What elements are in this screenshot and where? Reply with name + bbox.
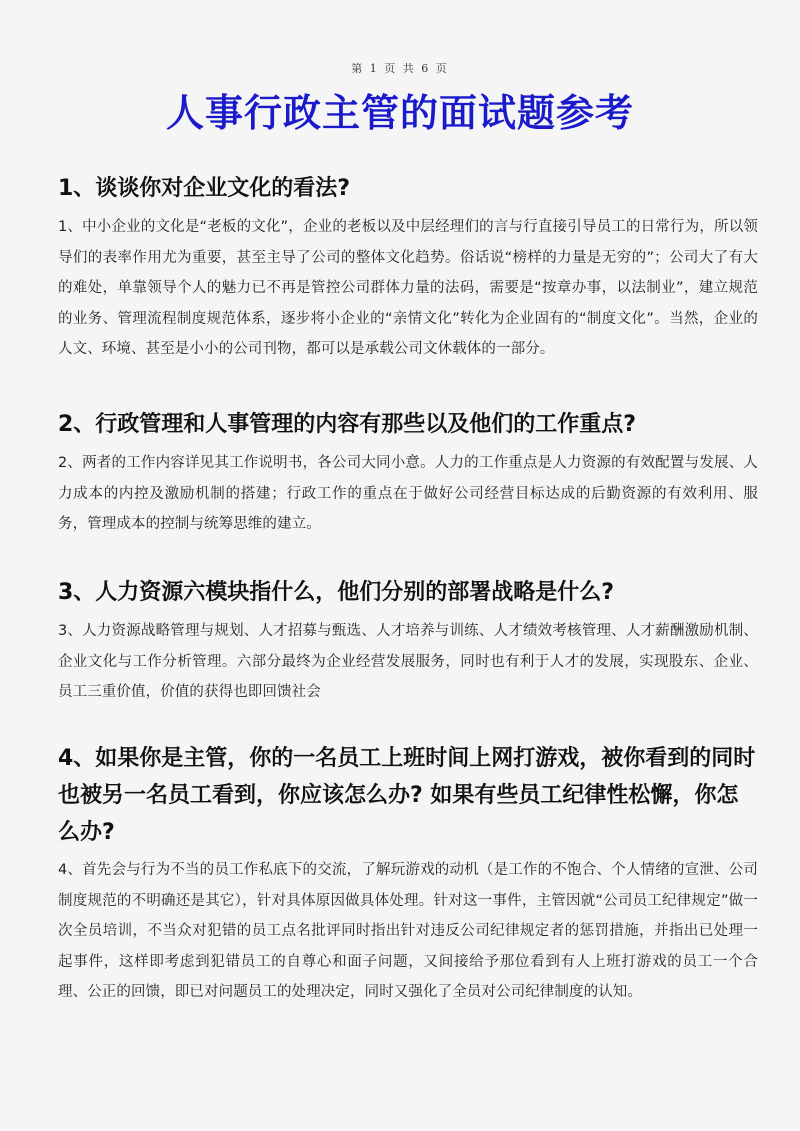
- answer-paragraph: 4、首先会与行为不当的员工作私底下的交流，了解玩游戏的动机（是工作的不饱合、个人情绪的宣泄、公司制度规范的不明确还是其它），针对具体原因做具体处理。针对这一事件，主管因就“公司员工纪律规定”做一次全员培训，不当众对犯错的员工点名批评同时指出针对违反公司纪律规定者的惩罚措施，并指出已处理一起事件，这样即考虑到犯错员工的自尊心和面子问题，又间接给予那位看到有人上班打游戏的员工一个合理、公正的回馈，即已对问题员工的处理决定，同时又强化了全员对公司纪律制度的认知。: [58, 862, 758, 1000]
- qa-section-1: [58, 170, 758, 365]
- question-heading: 2、行政管理和人事管理的内容有那些以及他们的工作重点?: [58, 412, 637, 437]
- qa-section-2: [58, 406, 758, 540]
- document-title: 人事行政主管的面试题参考: [165, 91, 634, 135]
- qa-section-3: [58, 574, 758, 708]
- question-heading: 3、人力资源六模块指什么，他们分别的部署战略是什么?: [58, 580, 615, 605]
- answer-paragraph: 1、中小企业的文化是“老板的文化”，企业的老板以及中层经理们的言与行直接引导员工的日常行为，所以领导们的表率作用尤为重要，甚至主导了公司的整体文化趋势。俗话说“榜样的力量是无穷的”；公司大了有大的难处，单靠领导个人的魅力已不再是管控公司群体力量的法码，需要是“按章办事，以法制业”，建立规范的业务、管理流程制度规范体系，逐步将小企业的“亲情文化”转化为企业固有的“制度文化”。当然，企业的人文、环境、甚至是小小的公司刊物，都可以是承载公司文休载体的一部分。: [58, 219, 758, 357]
- answer-paragraph: 2、两者的工作内容详见其工作说明书，各公司大同小意。人力的工作重点是人力资源的有效配置与发展、人力成本的内控及激励机制的搭建；行政工作的重点在于做好公司经营目标达成的后勤资源的有效利用、服务，管理成本的控制与统筹思维的建立。: [58, 455, 758, 532]
- answer-paragraph: 3、人力资源战略管理与规划、人才招募与甄选、人才培养与训练、人才绩效考核管理、人才薪酬激励机制、企业文化与工作分析管理。六部分最终为企业经营发展服务，同时也有利于人才的发展，实现股东、企业、员工三重价值，价值的获得也即回馈社会: [58, 623, 758, 700]
- qa-section-4: [58, 740, 758, 1008]
- question-heading: 1、谈谈你对企业文化的看法?: [58, 176, 351, 201]
- page-number: 第 1 页 共 6 页: [351, 62, 449, 75]
- question-heading: 4、如果你是主管，你的一名员工上班时间上网打游戏，被你看到的同时也被另一名员工看到，你应该怎么办? 如果有些员工纪律性松懈，你怎么办?: [58, 746, 756, 845]
